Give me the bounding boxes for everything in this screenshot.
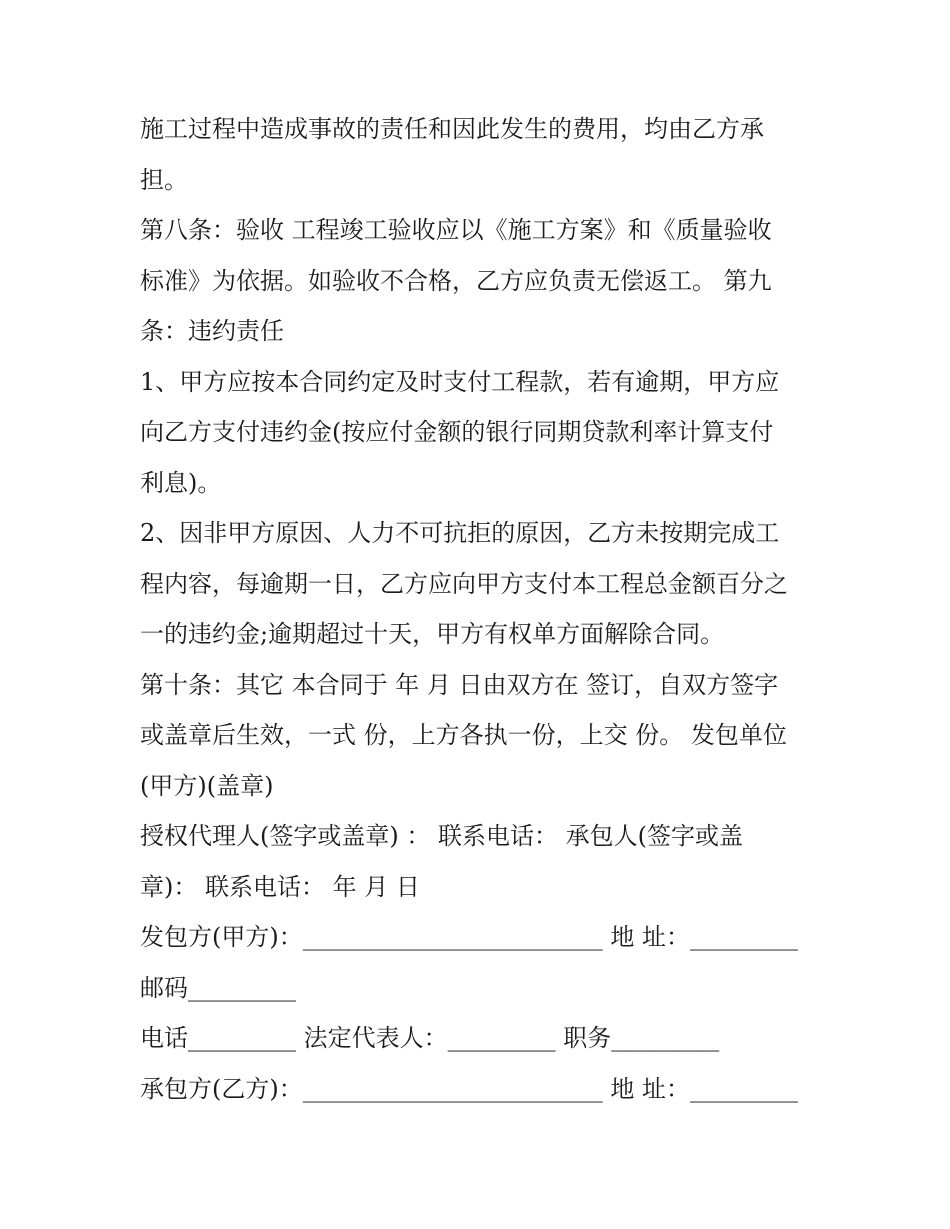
text-line: 利息)。 <box>140 468 222 497</box>
form-line-phone-representative: 电话_________ 法定代表人：_________ 职务_________ <box>140 1024 720 1052</box>
text-line: 担。 <box>140 165 188 194</box>
form-line-postcode: 邮码_________ <box>140 973 296 1002</box>
text-line: 一的违约金;逾期超过十天，甲方有权单方面解除合同。 <box>140 620 725 648</box>
text-line: 施工过程中造成事故的责任和因此发生的费用，均由乙方承 <box>140 115 764 143</box>
text-line: 条：违约责任 <box>140 317 284 345</box>
text-line: (甲方)(盖章) <box>140 771 274 800</box>
text-line: 授权代理人(签字或盖章) ： 联系电话： 承包人(签字或盖 <box>140 822 743 850</box>
text-line: 标准》为依据。如验收不合格，乙方应负责无偿返工。 第九 <box>140 266 772 295</box>
text-line: 向乙方支付违约金(按应付金额的银行同期贷款利率计算支付 <box>140 418 774 446</box>
text-line: 1、甲方应按本合同约定及时支付工程款，若有逾期，甲方应 <box>140 367 780 396</box>
text-line: 第八条：验收 工程竣工验收应以《施工方案》和《质量验收 <box>140 216 772 244</box>
form-line-party-a: 发包方(甲方)：_________________________ 地 址：_________ <box>140 923 798 951</box>
text-line: 程内容，每逾期一日，乙方应向甲方支付本工程总金额百分之 <box>140 569 788 598</box>
text-line: 2、因非甲方原因、人力不可抗拒的原因，乙方未按期完成工 <box>140 519 780 547</box>
form-line-party-b: 承包方(乙方)：_________________________ 地 址：_________ <box>140 1074 798 1103</box>
text-line: 章)： 联系电话： 年 月 日 <box>140 872 420 901</box>
document-page <box>140 104 820 1114</box>
text-line: 第十条：其它 本合同于 年 月 日由双方在 签订，自双方签字 <box>140 670 779 699</box>
text-line: 或盖章后生效，一式 份，上方各执一份，上交 份。 发包单位 <box>140 721 787 749</box>
